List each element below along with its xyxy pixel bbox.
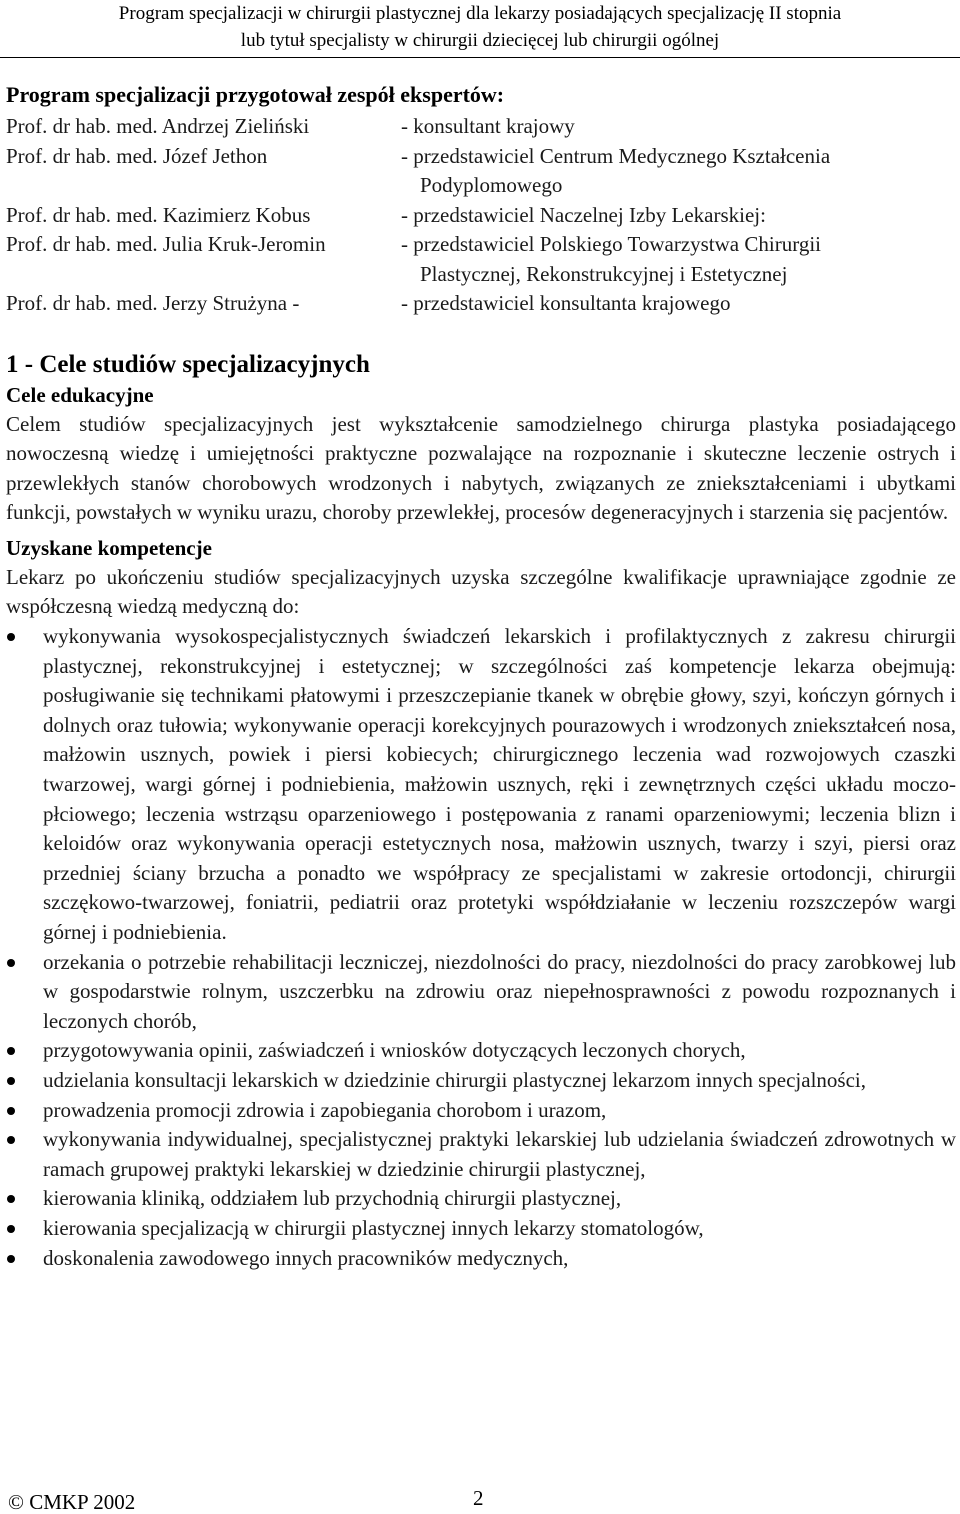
- bullet-icon: [7, 1255, 15, 1263]
- experts-list: [6, 112, 956, 319]
- main-content: [6, 78, 956, 1273]
- section-title: 1 - Cele studiów specjalizacyjnych: [6, 350, 370, 378]
- list-item: orzekania o potrzebie rehabilitacji leczniczej, niezdolności do pracy, niezdolności do pracy zarobkowej lub w gospodarstwie rolnym, uszczerbku na zdrowiu oraz niepełnosprawności z powodu rozpoznanych i leczonych chorób,: [6, 948, 956, 1037]
- expert-name: Prof. dr hab. med. Józef Jethon: [6, 143, 268, 168]
- bullet-icon: [7, 1195, 15, 1203]
- expert-name: Prof. dr hab. med. Kazimierz Kobus: [6, 202, 311, 227]
- list-item: kierowania specjalizacją w chirurgii plastycznej innych lekarzy stomatologów,: [6, 1214, 956, 1244]
- list-item: wykonywania wysokospecjalistycznych świadczeń lekarskich i profilaktycznych z zakresu chirurgii plastycznej, rekonstrukcyjnej i estetycznej; w szczególności zaś kompetencje lekarza obejmują: posługiwanie się technikami płatowymi i przeszczepianie tkanek w obrębie głowy, szyi, kończyn górnych i dolnych oraz tułowia; wykonywanie operacji korekcyjnych pourazowych i wrodzonych zniekształceń nosa, małżowin usznych, powiek i piersi kobiecych; chirurgicznego leczenia wad rozwojowych czaszki twarzowej, wargi górnej i podniebienia, małżowin usznych, ręki i zewnętrznych części układu moczo-płciowego; leczenia wstrząsu oparzeniowego i postępowania z ranami oparzeniowymi; leczenia blizn i keloidów oraz wykonywania operacji estetycznych nosa, małżowin usznych, twarzy i szyi, piersi oraz przedniej ściany brzucha a ponadto we współpracy ze specjalistami w zakresie ortodoncji, chirurgii szczękowo-twarzowej, foniatrii, pediatrii oraz protetyki współdziałanie w leczeniu rozszczepów wargi górnej i podniebienia.: [6, 622, 956, 948]
- header-divider: [0, 57, 960, 58]
- expert-name: Prof. dr hab. med. Andrzej Zieliński: [6, 114, 310, 138]
- expert-name: Prof. dr hab. med. Julia Kruk-Jeromin: [6, 232, 326, 256]
- expert-row: [6, 142, 956, 201]
- list-item: przygotowywania opinii, zaświadczeń i wniosków dotyczących leczonych chorych,: [6, 1036, 956, 1066]
- expert-role: - przedstawiciel Polskiego Towarzystwa Chirurgii Plastycznej, Rekonstrukcyjnej i Estetycznej: [401, 232, 821, 286]
- expert-row: [6, 230, 956, 289]
- list-item: kierowania kliniką, oddziałem lub przychodnią chirurgii plastycznej,: [6, 1184, 956, 1214]
- expert-role: - konsultant krajowy: [401, 114, 575, 138]
- expert-row: [6, 112, 956, 142]
- page-number: 2: [473, 1486, 484, 1510]
- running-header: [0, 0, 960, 58]
- expert-name: Prof. dr hab. med. Jerzy Strużyna -: [6, 291, 300, 315]
- competences-heading: Uzyskane kompetencje: [6, 535, 212, 560]
- bullet-icon: [7, 1047, 15, 1055]
- competences-list: [6, 622, 956, 1273]
- bullet-icon: [7, 1225, 15, 1233]
- list-item: doskonalenia zawodowego innych pracowników medycznych,: [6, 1244, 956, 1274]
- header-line-2: lub tytuł specjalisty w chirurgii dziecięcej lub chirurgii ogólnej: [240, 30, 720, 51]
- list-item: wykonywania indywidualnej, specjalistycznej praktyki lekarskiej lub udzielania świadczeń zdrowotnych w ramach grupowej praktyki lekarskiej w dziedzinie chirurgii plastycznej,: [6, 1125, 956, 1184]
- expert-role: - przedstawiciel Naczelnej Izby Lekarskiej:: [401, 202, 766, 227]
- bullet-icon: [7, 1107, 15, 1115]
- list-item: udzielania konsultacji lekarskich w dziedzinie chirurgii plastycznej lekarzom innych specjalności,: [6, 1066, 956, 1096]
- header-line-1: Program specjalizacji w chirurgii plastycznej dla lekarzy posiadających specjalizację II stopnia: [118, 3, 842, 24]
- goals-heading: Cele edukacyjne: [6, 382, 154, 407]
- list-item: prowadzenia promocji zdrowia i zapobiegania chorobom i urazom,: [6, 1096, 956, 1126]
- expert-row: [6, 201, 956, 231]
- experts-title: Program specjalizacji przygotował zespół ekspertów:: [6, 82, 505, 107]
- expert-role: - przedstawiciel Centrum Medycznego Kształcenia Podyplomowego: [401, 143, 831, 197]
- footer-copyright: © CMKP 2002: [8, 1490, 136, 1514]
- competences-intro: Lekarz po ukończeniu studiów specjalizacyjnych uzyska szczególne kwalifikacje uprawniające zgodnie ze współczesną wiedzą medyczną do:: [6, 564, 956, 619]
- expert-row: [6, 289, 956, 319]
- bullet-icon: [7, 959, 15, 967]
- expert-role: - przedstawiciel konsultanta krajowego: [401, 291, 731, 315]
- bullet-icon: [7, 1136, 15, 1144]
- bullet-icon: [7, 1077, 15, 1085]
- bullet-icon: [7, 633, 15, 641]
- goals-paragraph: Celem studiów specjalizacyjnych jest wykształcenie samodzielnego chirurga plastyka posiadającego nowoczesną wiedzę i umiejętności praktyczne pozwalające na rozpoznanie i skuteczne leczenie ostrych i przewlekłych stanów chorobowych wrodzonych i nabytych, związanych ze zniekształceniami i ubytkami funkcji, powstałych w wyniku urazu, choroby przewlekłej, procesów degeneracyjnych i starzenia się pacjentów.: [6, 411, 956, 525]
